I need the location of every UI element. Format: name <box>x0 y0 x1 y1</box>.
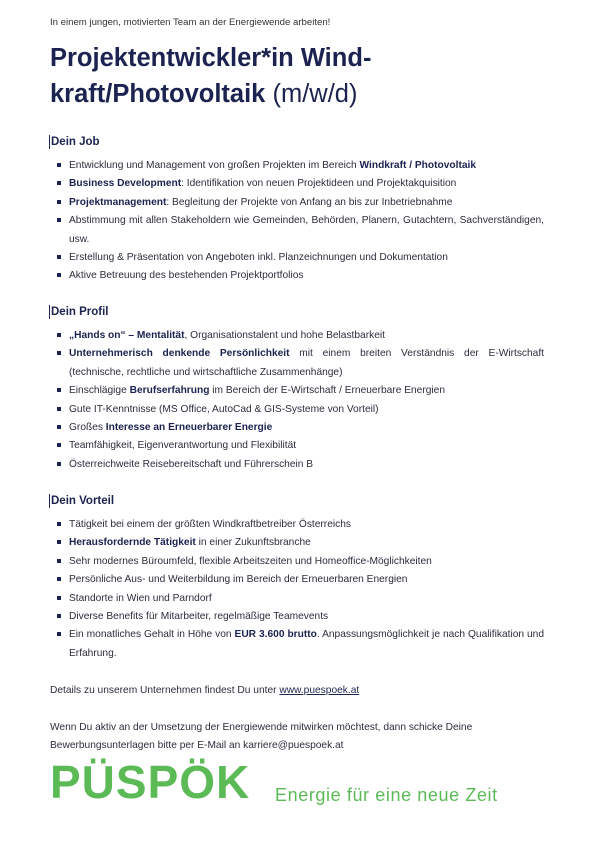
item-text: mit einem breiten Verständnis der E-Wirtschaft (technische, rechtliche und wirtschaftliche Zusammenhänge) <box>69 348 544 378</box>
item-text: Gute IT-Kenntnisse (MS Office, AutoCad & GIS-Systeme von Vorteil) <box>69 403 379 415</box>
item-text: : Begleitung der Projekte von Anfang an bis zur Inbetriebnahme <box>166 196 453 208</box>
item-text: . Anpassungsmöglichkeit je nach Qualifikation und Erfahrung. <box>69 629 544 659</box>
gender-suffix: (m/w/d) <box>272 80 358 108</box>
item-text: Österreichweite Reisebereitschaft und Führerschein B <box>69 458 314 470</box>
list-item <box>50 212 544 249</box>
section-job <box>50 135 544 286</box>
section-heading: Dein Job <box>49 135 544 149</box>
page-title <box>50 40 544 112</box>
logo-wordmark <box>50 758 255 806</box>
logo-text: PÜSPÖK <box>50 758 251 806</box>
benefits-list <box>50 516 544 663</box>
item-text: im Bereich der E-Wirtschaft / Erneuerbare Energien <box>209 385 445 397</box>
section-heading: Dein Vorteil <box>49 494 544 508</box>
list-item <box>50 249 544 267</box>
item-highlight: Interesse an Erneuerbarer Energie <box>105 422 273 434</box>
item-text: Tätigkeit bei einem der größten Windkraftbetreiber Österreichs <box>69 519 351 530</box>
list-item <box>50 194 544 212</box>
list-item <box>50 437 544 455</box>
item-highlight: Windkraft / Photovoltaik <box>359 160 477 171</box>
list-item <box>50 419 544 437</box>
item-text: Aktive Betreuung des bestehenden Projektportfolios <box>69 270 304 282</box>
list-item <box>50 267 544 285</box>
section-benefits <box>50 494 544 663</box>
item-highlight: Berufserfahrung <box>129 385 210 397</box>
list-item <box>50 157 544 175</box>
list-item <box>50 608 544 626</box>
list-item <box>50 534 544 552</box>
job-list <box>50 157 544 286</box>
list-item <box>50 382 544 400</box>
list-item <box>50 175 544 193</box>
list-item <box>50 345 544 382</box>
list-item <box>50 327 544 345</box>
item-text: Standorte in Wien und Parndorf <box>69 592 212 604</box>
item-text: in einer Zukunftsbranche <box>195 537 311 549</box>
website-link[interactable]: www.puespoek.at <box>279 685 360 696</box>
item-highlight: Herausfordernde Tätigkeit <box>69 537 196 549</box>
item-text: Einschlägige <box>69 385 130 397</box>
item-text: Entwicklung und Management von großen Projekten im Bereich <box>69 160 360 171</box>
list-item <box>50 516 544 534</box>
item-text: : Identifikation von neuen Projektideen und Projektakquisition <box>181 178 457 190</box>
company-logo <box>50 758 255 817</box>
profile-list <box>50 327 544 474</box>
section-heading: Dein Profil <box>49 305 544 319</box>
item-highlight: Projektmanagement <box>69 196 167 208</box>
item-text: Abstimmung mit allen Stakeholdern wie Gemeinden, Behörden, Planern, Gutachtern, Sachverständigen, usw. <box>69 215 544 245</box>
list-item <box>50 571 544 589</box>
item-text: Teamfähigkeit, Eigenverantwortung und Flexibilität <box>69 440 297 452</box>
details-line <box>50 685 359 696</box>
list-item <box>50 590 544 608</box>
section-profile <box>50 305 544 474</box>
details-text: Details zu unserem Unternehmen findest Du unter <box>50 685 280 696</box>
item-text: Sehr modernes Büroumfeld, flexible Arbeitszeiten und Homeoffice-Möglichkeiten <box>69 555 432 567</box>
item-text: Erstellung & Präsentation von Angeboten inkl. Planzeichnungen und Dokumentation <box>69 252 448 264</box>
apply-text: Wenn Du aktiv an der Umsetzung der Energiewende mitwirken möchtest, dann schicke Deine Bewerbungsunterlagen bitte per E-Mail an karriere@puespoek.at <box>50 722 473 751</box>
job-title: Projektentwickler*in Windkraft/Photovoltaik <box>50 44 372 108</box>
slogan: Energie für eine neue Zeit <box>275 785 498 805</box>
list-item <box>50 456 544 474</box>
item-text: Persönliche Aus- und Weiterbildung im Bereich der Erneuerbaren Energien <box>69 574 408 586</box>
list-item <box>50 553 544 571</box>
item-highlight: Business Development <box>69 178 182 190</box>
item-text: Ein monatliches Gehalt in Höhe von <box>69 629 235 641</box>
item-text: , Organisationstalent und hohe Belastbarkeit <box>184 330 385 341</box>
list-item <box>50 626 544 663</box>
item-text: Diverse Benefits für Mitarbeiter, regelmäßige Teamevents <box>69 611 329 623</box>
item-highlight: Unternehmerisch denkende Persönlichkeit <box>69 348 290 360</box>
item-highlight: EUR 3.600 brutto <box>234 629 317 641</box>
item-highlight: „Hands on“ – Mentalität <box>69 330 185 341</box>
list-item <box>50 401 544 419</box>
intro-text: In einem jungen, motivierten Team an der Energiewende arbeiten! <box>50 17 331 28</box>
item-text: Großes <box>69 422 106 434</box>
